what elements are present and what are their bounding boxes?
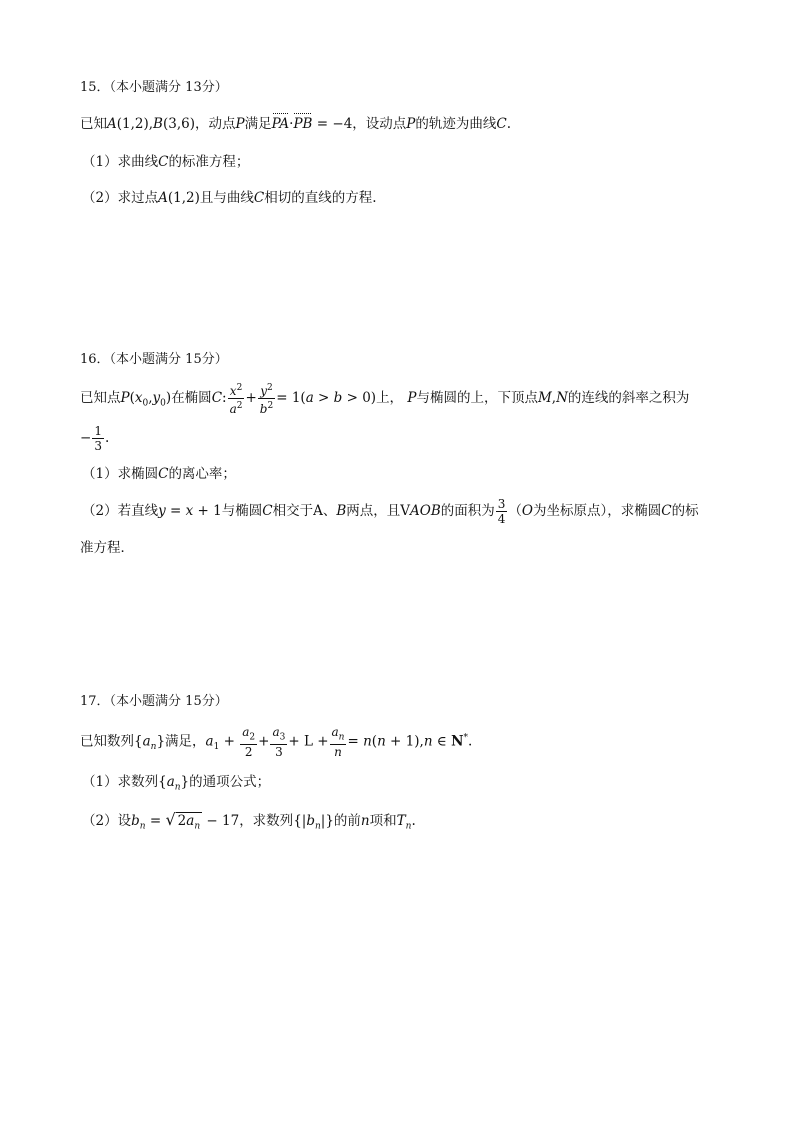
math: A (107, 116, 117, 132)
sqrt-2an: $2a_n$ (176, 812, 202, 835)
fraction-x2-a2: $\frac{x^2}{a^2}$ (229, 383, 243, 416)
problem-16-slope-value: − $\frac{1}{3}$ . (80, 424, 110, 453)
math: C (253, 190, 265, 206)
problem-number: 16． (80, 352, 110, 367)
problem-15-header (80, 78, 228, 98)
problem-15-part1 (82, 152, 249, 172)
text: （2）若直线 (82, 503, 159, 519)
problem-points: （本小题满分 15分） (109, 352, 228, 367)
text: （1）求椭圆 (82, 466, 159, 482)
text: 在椭圆 (171, 390, 212, 406)
math: A (158, 190, 168, 206)
text: （ (508, 503, 522, 519)
math: C (211, 390, 223, 406)
text: 与椭圆 (221, 503, 263, 519)
problem-16-part2-cont (80, 538, 134, 558)
text: 已知 (80, 116, 107, 132)
text: 相切的直线的方程. (264, 190, 377, 206)
fraction-an-n: $\frac{a_n}{n}$ (331, 724, 345, 760)
text: 的前 (333, 813, 361, 829)
fraction-y2-b2: $\frac{y^2}{b^2}$ (259, 383, 274, 416)
text: 的标准方程； (168, 154, 250, 170)
math: C (496, 116, 507, 132)
problem-16-part1 (82, 464, 236, 484)
math: B (153, 116, 163, 132)
text: 项和 (369, 813, 397, 829)
text: ，求数列 (239, 813, 294, 829)
text: 两点，且 (346, 503, 401, 519)
text: 相交于 (272, 503, 314, 519)
fraction-a3-3: $\frac{a_3}{3}$ (272, 724, 286, 760)
math: P (235, 116, 245, 132)
problem-number: 17． (80, 694, 110, 709)
text: （2）求过点 (82, 190, 159, 206)
text: 满足， (165, 733, 206, 750)
problem-16-header (80, 350, 228, 370)
vector-pb: PB (293, 116, 313, 132)
text: 已知数列 (80, 733, 134, 750)
text: 动点 (208, 116, 236, 132)
problem-number: 15． (80, 80, 110, 95)
math: M (537, 390, 552, 406)
math: C (158, 466, 169, 482)
text: 已知点 (80, 390, 121, 406)
problem-17-header (80, 692, 228, 712)
math: C (262, 503, 273, 519)
text: 且与曲线 (199, 190, 254, 206)
math: N (556, 390, 568, 406)
vector-pa: PA (271, 116, 290, 132)
text: 满足 (244, 116, 272, 132)
problem-points: （本小题满分 13分） (109, 80, 228, 95)
problem-17-part2: （2）设$b_n$ = √ $2a_n - 17$，求数列$\{|b_n|\}$的前n项和$T_n$. (82, 810, 416, 837)
math: C (158, 154, 169, 170)
text: 的标 (671, 503, 699, 519)
math: C (661, 503, 672, 519)
problem-17-intro: 已知数列$\{a_n\}$满足，$a_1$ + $\frac{a_2}{2}$ + $\frac{a_3}{3}$ + L + $\frac{a_n}{n}$ = n(n + 1),n ∈ N*. (80, 724, 473, 760)
text: （2）设 (82, 813, 132, 829)
text: 上， (376, 390, 404, 406)
problem-16-part2: （2）若直线y = x + 1与椭圆C相交于A、B两点，且VAOB的面积为 $\frac{3}{4}$ （O为坐标原点），求椭圆C的标 (82, 497, 699, 526)
text: 的轨迹为曲线 (415, 116, 497, 132)
text: 与椭圆的上，下顶点 (416, 390, 538, 406)
text: （1）求数列 (82, 774, 159, 790)
text: 的通项公式； (189, 774, 271, 790)
problem-15-intro: 已知A(1,2),B(3,6)，动点P满足PA·PB = −4，设动点P的轨迹为曲线C. (80, 116, 512, 132)
problem-15-part2: （2）求过点A(1,2)且与曲线C相切的直线的方程. (82, 190, 377, 206)
math: P (407, 390, 417, 406)
text: 的离心率； (168, 466, 236, 482)
text: 为坐标原点），求椭圆 (532, 503, 662, 519)
text: 的连线的斜率之积为 (567, 390, 690, 406)
fraction-3-4: $\frac{3}{4}$ (497, 497, 506, 526)
math: P (406, 116, 416, 132)
math: P (120, 390, 130, 406)
text: ，设动点 (352, 116, 407, 132)
text: 的面积为 (440, 503, 495, 519)
fraction-1-3: $\frac{1}{3}$ (94, 424, 102, 453)
text: （1）求曲线 (82, 154, 159, 170)
problem-points: （本小题满分 15分） (109, 694, 228, 709)
problem-17-part1: （1）求数列$\{a_n\}$的通项公式； (82, 774, 271, 793)
problem-16-intro: 已知点$P(x_0,y_0)$在椭圆C: $\frac{x^2}{a^2}$ + $\frac{y^2}{b^2}$ = 1(a > b > 0)上， P与椭圆的上，下顶点M,N的连线的斜率之积为 (80, 383, 690, 416)
fraction-a2-2: $\frac{a_2}{2}$ (242, 724, 256, 760)
text: 准方程． (80, 540, 134, 556)
